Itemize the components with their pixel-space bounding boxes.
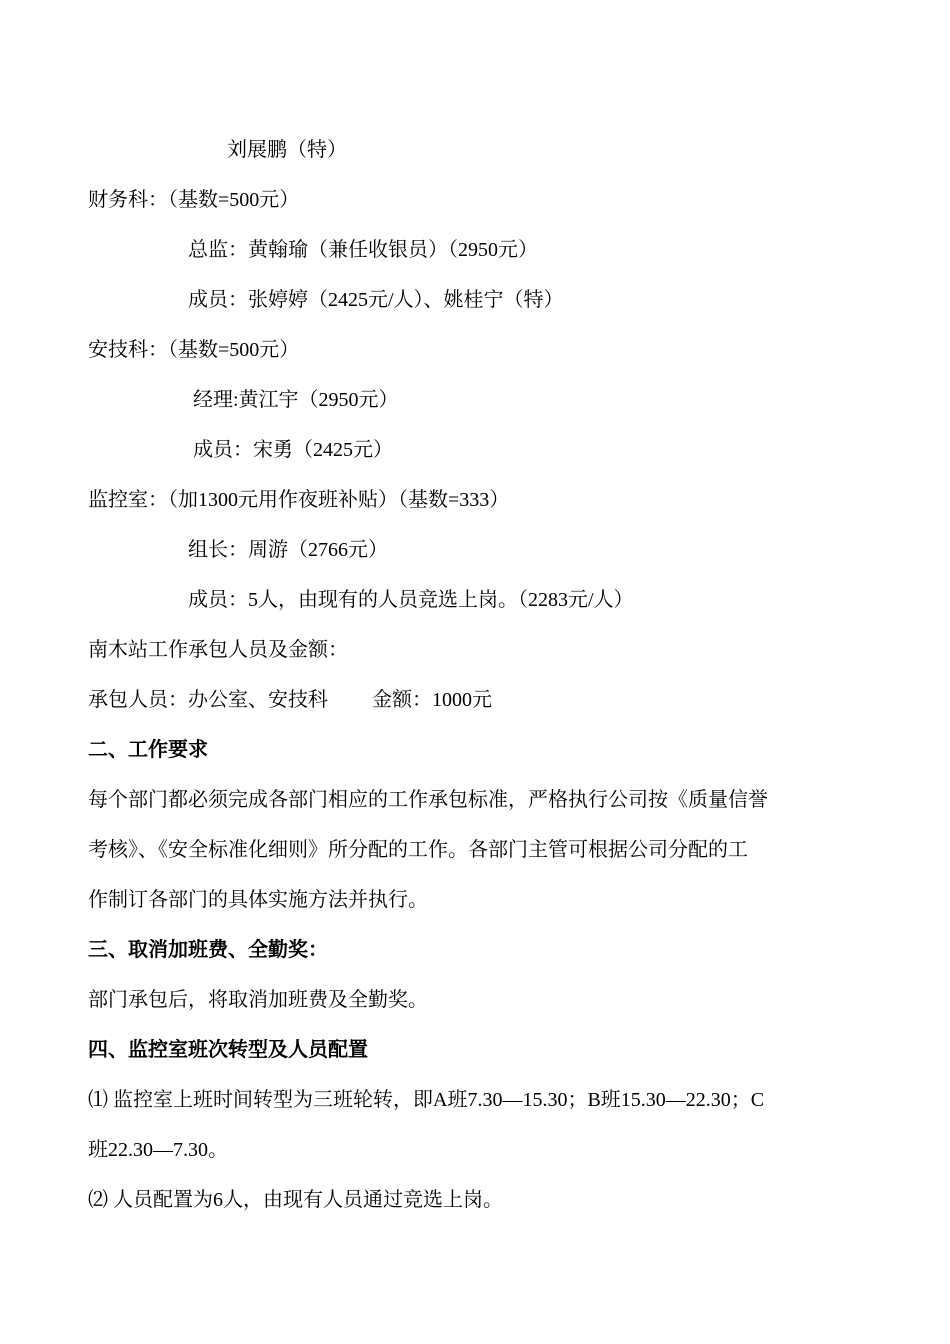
section-heading-monitoring: 监控室：（加1300元用作夜班补贴）（基数=333） [88,489,510,511]
text-line: 经理:黄江宇（2950元） [193,389,399,411]
heading-cancel-overtime: 三、取消加班费、全勤奖： [88,939,328,961]
text-line: 刘展鹏（特） [227,139,347,161]
heading-work-requirements: 二、工作要求 [88,739,208,761]
paragraph-line: 考核》、《安全标准化细则》所分配的工作。各部门主管可根据公司分配的工 [88,839,748,861]
text-line: 成员：宋勇（2425元） [193,439,393,461]
text-line: 南木站工作承包人员及金额： [88,639,348,661]
paragraph-line: 部门承包后，将取消加班费及全勤奖。 [88,989,428,1011]
text-line: 总监：黄翰瑜（兼任收银员）（2950元） [188,239,538,261]
paragraph-line: 作制订各部门的具体实施方法并执行。 [88,889,428,911]
contract-staff: 承包人员：办公室、安技科 [88,689,328,711]
text-line: 成员：张婷婷（2425元/人）、姚桂宁（特） [188,289,564,311]
heading-shift-transform: 四、监控室班次转型及人员配置 [88,1039,368,1061]
text-line: 组长：周游（2766元） [188,539,388,561]
contract-amount: 金额：1000元 [372,689,492,711]
paragraph-line: 班22.30—7.30。 [88,1139,228,1161]
paragraph-line: ⑴ 监控室上班时间转型为三班轮转，即A班7.30—15.30；B班15.30—22.30；C [88,1089,765,1111]
section-heading-safety: 安技科：（基数=500元） [88,339,300,361]
text-line: 成员：5人，由现有的人员竞选上岗。（2283元/人） [188,589,634,611]
paragraph-line: 每个部门都必须完成各部门相应的工作承包标准，严格执行公司按《质量信誉 [88,789,768,811]
section-heading-finance: 财务科：（基数=500元） [88,189,300,211]
contract-line [88,686,492,714]
paragraph-line: ⑵ 人员配置为6人，由现有人员通过竞选上岗。 [88,1189,503,1211]
